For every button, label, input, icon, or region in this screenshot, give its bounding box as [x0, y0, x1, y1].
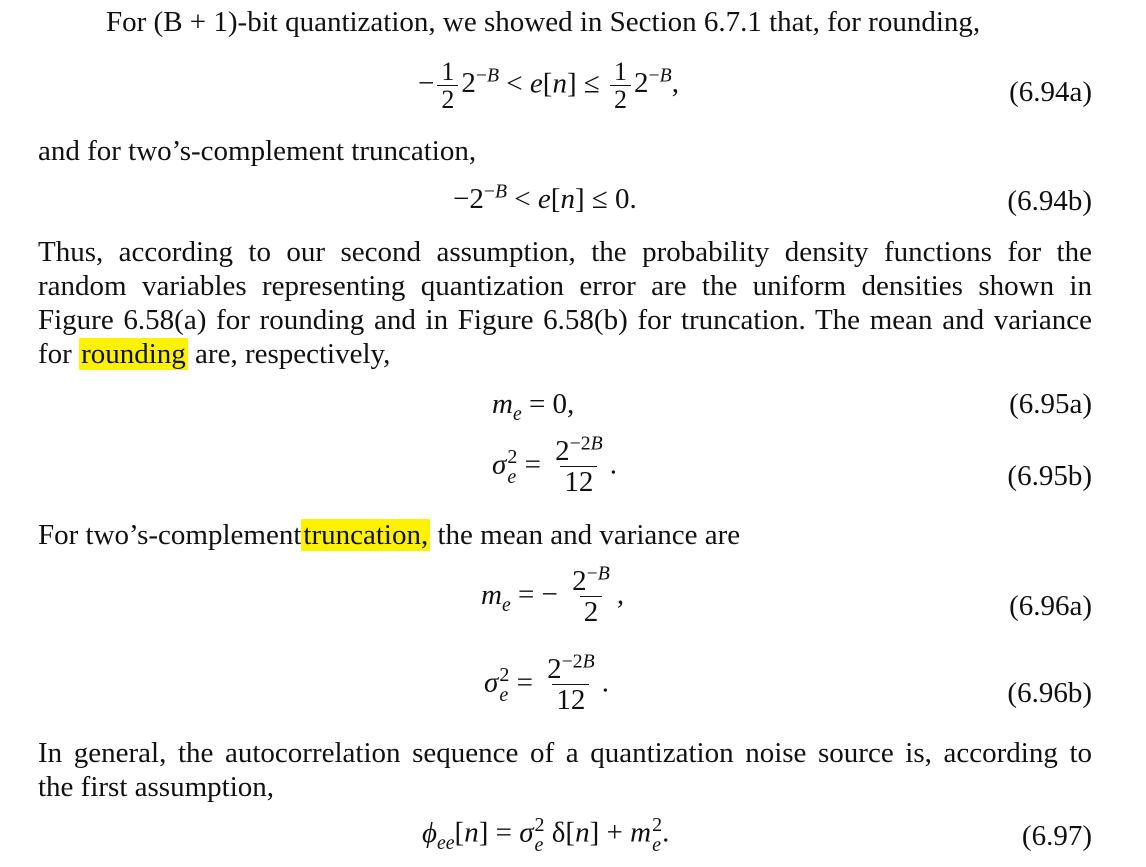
- equation-695b: σ 2 e = $\frac{2^{-2B}}{12}$ .: [492, 432, 617, 499]
- equation-number-695a: (6.95a): [1009, 388, 1092, 420]
- truncation-intro-text: and for two’s-complement truncation,: [38, 135, 477, 167]
- equation-number-694b: (6.94b): [1007, 185, 1092, 217]
- highlighted-word-rounding: rounding: [81, 338, 186, 370]
- equation-696a: $m_e$ = − $\frac{2^{-B}}{2}$ ,: [481, 562, 625, 629]
- line-suffix: are, respectively,: [195, 338, 391, 370]
- paragraph-line: random variables representing quantization error are the uniform densities shown in: [38, 270, 1092, 302]
- equation-697: $\phi_{ee}[n] = \sigma$ 2 e δ[n] + m 2 e .: [422, 814, 670, 856]
- paragraph-line: In general, the autocorrelation sequence of a quantization noise source is, according to: [38, 737, 1092, 769]
- paragraph-thus: [38, 235, 1092, 371]
- equation-696b: σ 2 e = $\frac{2^{-2B}}{12}$ .: [484, 650, 609, 717]
- line-suffix: the mean and variance are: [437, 519, 741, 551]
- equation-694b: $-2^{-B} < e[n] \le 0$.: [453, 180, 637, 215]
- equation-number-697: (6.97): [1021, 820, 1092, 852]
- paragraph-line: Thus, according to our second assumption, the probability density functions for the: [38, 236, 1092, 268]
- equation-number-694a: (6.94a): [1009, 76, 1092, 108]
- equation-694a: − $\frac{1}{2}$ $2^{-B} < e[n]$ ≤ $\frac{1}{2}$ $2^{-B}$,: [418, 57, 679, 115]
- equation-695a: $m_e = 0$,: [492, 388, 575, 425]
- line-prefix: For two’s-complement: [38, 519, 302, 551]
- equation-number-695b: (6.95b): [1007, 460, 1092, 492]
- paragraph-line: [38, 337, 1092, 371]
- paragraph-line: Figure 6.58(a) for rounding and in Figure 6.58(b) for truncation. The mean and variance: [38, 304, 1092, 336]
- equation-number-696a: (6.96a): [1009, 590, 1092, 622]
- equation-number-696b: (6.96b): [1007, 677, 1092, 709]
- line-prefix: for: [38, 338, 72, 370]
- paragraph-general: [38, 736, 1092, 804]
- paragraph-line: the first assumption,: [38, 771, 275, 803]
- intro-text: For (B + 1)-bit quantization, we showed in Section 6.7.1 that, for rounding,: [106, 6, 981, 38]
- highlighted-word-truncation: truncation,: [303, 519, 429, 551]
- paragraph-truncation: [38, 519, 740, 552]
